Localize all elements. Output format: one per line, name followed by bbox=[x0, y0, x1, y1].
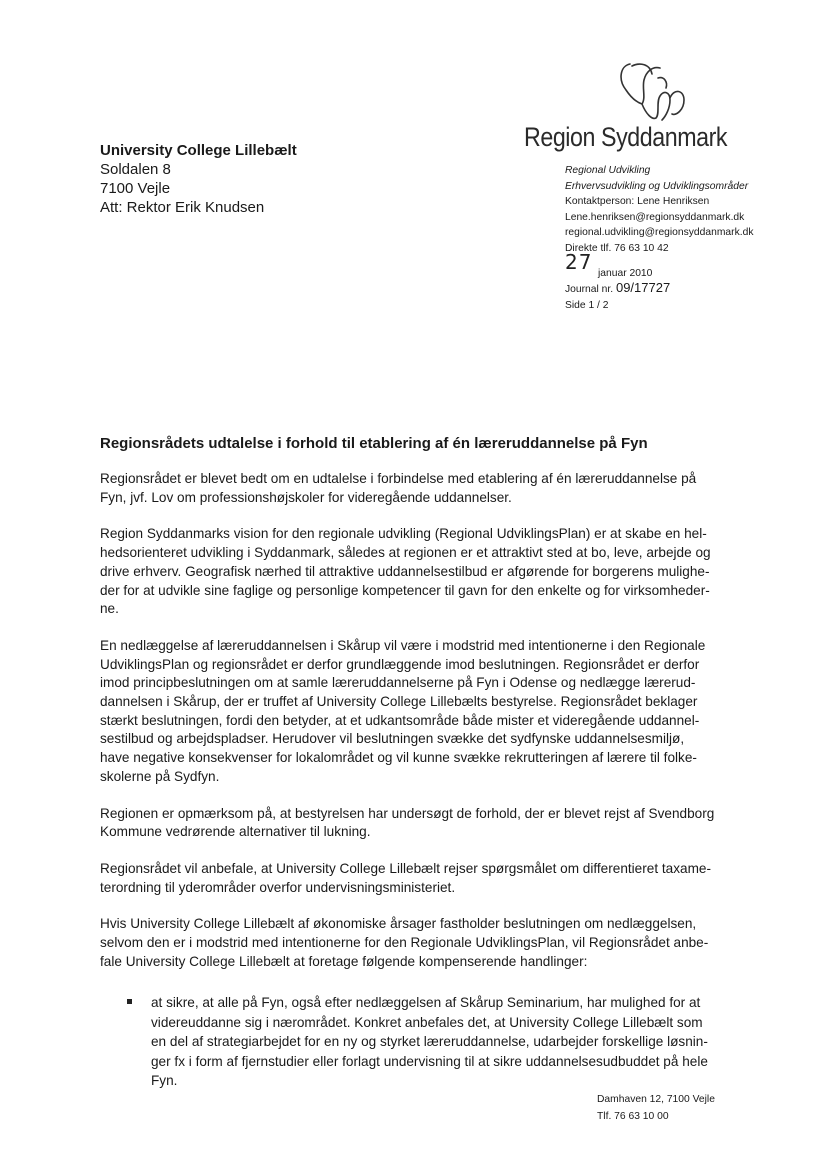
date-month-year: januar 2010 bbox=[598, 268, 653, 279]
paragraph-line: skolerne på Sydfyn. bbox=[100, 768, 220, 784]
sender-info bbox=[565, 163, 753, 256]
paragraph-line: Kommune vedrørende alternativer til lukning. bbox=[100, 824, 371, 840]
footer-phone: Tlf. 76 63 10 00 bbox=[597, 1111, 669, 1122]
footer-address: Damhaven 12, 7100 Vejle bbox=[597, 1094, 715, 1105]
paragraph-line: sestilbud og arbejdspladser. Herudover vil beslutningen svække det sydfynske uddannelsesmiljø, bbox=[100, 731, 685, 747]
paragraph-line: have negative konsekvenser for lokalområdet og vil kunne svække rekrutteringen af lærere til folke- bbox=[100, 750, 697, 766]
paragraph-line: hedsorienteret udvikling i Syddanmark, således at regionen er et attraktivt sted at bo, leve, arbejde og bbox=[100, 545, 711, 561]
bullet-list bbox=[100, 993, 732, 1091]
paragraph-line: imod principbeslutningen om at samle læreruddannelserne på Fyn i Odense og nedlægge lærerud- bbox=[100, 675, 696, 691]
recipient-name: University College Lillebælt bbox=[100, 142, 297, 159]
recipient-street: Soldalen 8 bbox=[100, 161, 171, 178]
footer-contact bbox=[597, 1091, 715, 1125]
bullet-line: videreuddanne sig i nærområdet. Konkret anbefales det, at University College Lillebælt som bbox=[151, 1014, 703, 1030]
paragraph-line: Region Syddanmarks vision for den regionale udvikling (Regional UdviklingsPlan) er at skabe en hel- bbox=[100, 526, 707, 542]
paragraph-line: selvom den er i modstrid med intentionerne for den Regionale UdviklingsPlan, vil Regionsrådet anbe- bbox=[100, 935, 709, 951]
sender-department: Regional Udvikling bbox=[565, 165, 651, 176]
paragraph bbox=[100, 915, 732, 971]
paragraph-line: der for at udvikle sine faglige og personlige kompetencer til gavn for den enkelte og for virksomheder- bbox=[100, 582, 710, 598]
paragraph-line: drive erhverv. Geografisk nærhed til attraktive uddannelsestilbud er afgørende for borgerens mulighe- bbox=[100, 563, 710, 579]
journal-number: 09/17727 bbox=[615, 280, 671, 295]
sender-contact: Kontaktperson: Lene Henriksen bbox=[565, 196, 710, 207]
journal-label: Journal nr. bbox=[565, 284, 614, 295]
paragraph-line: Regionsrådet er blevet bedt om en udtalelse i forbindelse med etablering af én læreruddannelse på bbox=[100, 471, 697, 486]
bullet-line: at sikre, at alle på Fyn, også efter nedlæggelsen af Skårup Seminarium, har mulighed for at bbox=[151, 995, 701, 1011]
paragraph-line: terordning til yderområder overfor undervisningsministeriet. bbox=[100, 879, 456, 895]
recipient-address bbox=[100, 141, 297, 217]
paragraph bbox=[100, 805, 732, 842]
paragraph-list bbox=[100, 470, 732, 971]
journal-line bbox=[565, 280, 670, 298]
region-syddanmark-logo-icon bbox=[612, 58, 692, 130]
paragraph bbox=[100, 525, 732, 619]
bullet-item bbox=[100, 993, 732, 1091]
recipient-city: 7100 Vejle bbox=[100, 180, 171, 197]
letter-body bbox=[100, 435, 732, 1091]
date-journal-block bbox=[565, 250, 671, 313]
sender-email-primary: Lene.henriksen@regionsyddanmark.dk bbox=[565, 211, 745, 223]
paragraph-line: fale University College Lillebælt at foretage følgende kompenserende handlinger: bbox=[100, 953, 588, 969]
paragraph bbox=[100, 637, 732, 787]
paragraph-line: Regionen er opmærksom på, at bestyrelsen har undersøgt de forhold, der er blevet rejst af Svendborg bbox=[100, 805, 715, 821]
bullet-line: en del af strategiarbejdet for en ny og styrket læreruddannelse, udarbejder forskellige løsnin- bbox=[151, 1034, 708, 1050]
date-day-handwritten: 27 bbox=[565, 250, 593, 274]
paragraph-line: dannelsen i Skårup, der er truffet af University College Lillebælts bestyrelse. Regionsrådet beklager bbox=[100, 694, 698, 710]
paragraph-line: Fyn, jvf. Lov om professionshøjskoler for videregående uddannelser. bbox=[100, 489, 512, 505]
bullet-line: ger fx i form af fjernstudier eller forlagt undervisning til at sikre uddannelsesudbuddet på hele bbox=[151, 1053, 708, 1069]
paragraph-line: Hvis University College Lillebælt af økonomiske årsager fastholder beslutningen om nedlæggelsen, bbox=[100, 916, 697, 932]
paragraph-line: stærkt beslutningen, fordi den betyder, at et udkantsområde både mister et videregående uddannel- bbox=[100, 712, 700, 728]
paragraph-line: Regionsrådet vil anbefale, at University College Lillebælt rejser spørgsmålet om differentieret taxame- bbox=[100, 860, 711, 876]
paragraph-line: En nedlæggelse af læreruddannelsen i Skårup vil være i modstrid med intentionerne i den Regionale bbox=[100, 637, 706, 653]
sender-subdepartment: Erhvervsudvikling og Udviklingsområder bbox=[565, 180, 749, 192]
paragraph-line: UdviklingsPlan og regionsrådet er derfor grundlæggende imod beslutningen. Regionsrådet er derfor bbox=[100, 656, 700, 672]
recipient-attention: Att: Rektor Erik Knudsen bbox=[100, 199, 265, 216]
paragraph bbox=[100, 470, 732, 507]
paragraph-line: ne. bbox=[100, 601, 119, 617]
paragraph bbox=[100, 860, 732, 897]
region-syddanmark-wordmark: Region Syddanmark bbox=[524, 122, 728, 152]
sender-phone: Direkte tlf. 76 63 10 42 bbox=[565, 242, 669, 254]
date-line bbox=[565, 250, 670, 280]
page-indicator: Side 1 / 2 bbox=[565, 299, 609, 311]
bullet-line: Fyn. bbox=[151, 1073, 178, 1089]
document-title: Regionsrådets udtalelse i forhold til etablering af én læreruddannelse på Fyn bbox=[100, 435, 648, 452]
bullet-square-icon bbox=[127, 999, 132, 1004]
sender-email-secondary: regional.udvikling@regionsyddanmark.dk bbox=[565, 227, 754, 238]
